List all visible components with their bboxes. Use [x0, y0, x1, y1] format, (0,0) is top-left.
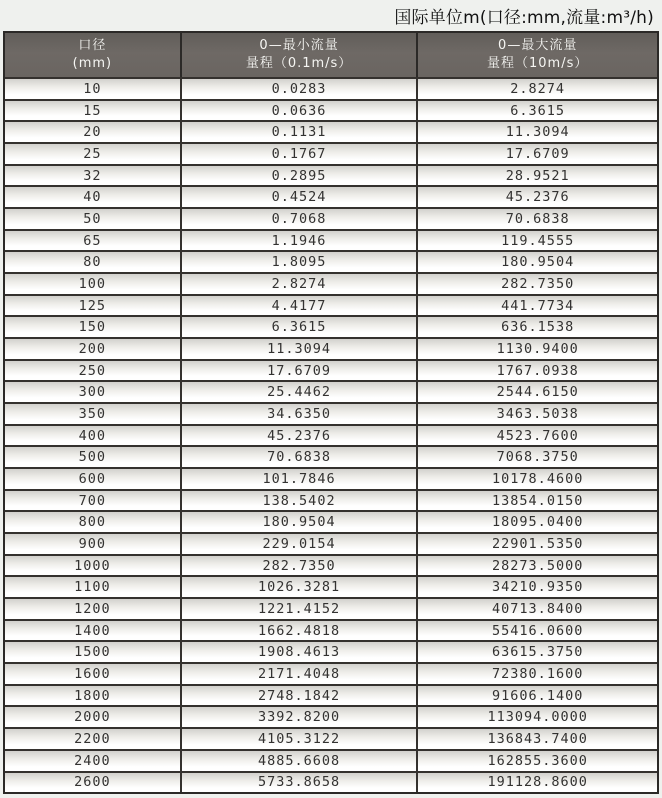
table-row — [5, 207, 657, 229]
table-row — [5, 554, 657, 576]
table-row — [5, 164, 657, 186]
cell-min-flow: 4.4177 — [180, 296, 417, 316]
cell-max-flow: 2.8274 — [416, 79, 657, 99]
cell-max-flow: 1767.0938 — [416, 361, 657, 381]
cell-max-flow: 28.9521 — [416, 166, 657, 186]
cell-diameter: 300 — [78, 384, 107, 401]
cell-max-flow: 72380.1600 — [416, 664, 657, 684]
table-row — [5, 749, 657, 771]
cell-max-flow: 6.3615 — [416, 101, 657, 121]
cell-min-flow: 25.4462 — [180, 382, 417, 402]
cell-max-flow: 13854.0150 — [416, 491, 657, 511]
cell-min-flow: 282.7350 — [180, 556, 417, 576]
cell-diameter: 50 — [83, 210, 102, 227]
cell-min-flow: 1662.4818 — [180, 621, 417, 641]
cell-max-flow: 11.3094 — [416, 122, 657, 142]
cell-min-flow: 1908.4613 — [180, 642, 417, 662]
cell-diameter: 150 — [78, 319, 107, 336]
cell-max-flow: 119.4555 — [416, 231, 657, 251]
cell-diameter: 200 — [78, 340, 107, 357]
cell-min-flow: 45.2376 — [180, 426, 417, 446]
cell-diameter: 1100 — [74, 579, 111, 596]
cell-min-flow: 3392.8200 — [180, 707, 417, 727]
cell-min-flow: 11.3094 — [180, 339, 417, 359]
table-row — [5, 229, 657, 251]
cell-diameter: 1600 — [74, 665, 111, 682]
cell-diameter: 900 — [78, 535, 107, 552]
cell-max-flow: 55416.0600 — [416, 621, 657, 641]
cell-max-flow: 7068.3750 — [416, 447, 657, 467]
cell-diameter: 100 — [78, 275, 107, 292]
header-min-flow-line1: 0—最小流量 — [259, 38, 339, 54]
cell-diameter: 1400 — [74, 622, 111, 639]
table-row — [5, 77, 657, 99]
cell-min-flow: 1.1946 — [180, 231, 417, 251]
cell-max-flow: 17.6709 — [416, 144, 657, 164]
table-row — [5, 619, 657, 641]
cell-diameter: 80 — [83, 254, 102, 271]
cell-min-flow: 180.9504 — [180, 512, 417, 532]
cell-max-flow: 113094.0000 — [416, 707, 657, 727]
cell-diameter: 400 — [78, 427, 107, 444]
table-row — [5, 294, 657, 316]
cell-min-flow: 70.6838 — [180, 447, 417, 467]
table-row — [5, 640, 657, 662]
cell-min-flow: 0.1767 — [180, 144, 417, 164]
cell-max-flow: 2544.6150 — [416, 382, 657, 402]
cell-max-flow: 441.7734 — [416, 296, 657, 316]
table-row — [5, 467, 657, 489]
table-row — [5, 402, 657, 424]
cell-diameter: 1000 — [74, 557, 111, 574]
cell-diameter: 40 — [83, 189, 102, 206]
table-row — [5, 250, 657, 272]
cell-diameter: 800 — [78, 514, 107, 531]
cell-min-flow: 0.2895 — [180, 166, 417, 186]
header-min-flow-line2: 量程（0.1m/s） — [245, 56, 353, 71]
cell-diameter: 600 — [78, 470, 107, 487]
table-row — [5, 510, 657, 532]
cell-diameter: 700 — [78, 492, 107, 509]
page-title: 国际单位m(口径:mm,流量:m³/h) — [394, 8, 654, 28]
cell-min-flow: 0.4524 — [180, 187, 417, 207]
cell-max-flow: 1130.9400 — [416, 339, 657, 359]
cell-diameter: 250 — [78, 362, 107, 379]
cell-diameter: 2600 — [74, 774, 111, 791]
cell-diameter: 2400 — [74, 752, 111, 769]
cell-min-flow: 0.0636 — [180, 101, 417, 121]
cell-max-flow: 136843.7400 — [416, 729, 657, 749]
cell-diameter: 32 — [83, 167, 102, 184]
cell-diameter: 1200 — [74, 600, 111, 617]
header-cell-diameter — [5, 33, 180, 77]
cell-diameter: 500 — [78, 449, 107, 466]
table-row — [5, 532, 657, 554]
cell-max-flow: 28273.5000 — [416, 556, 657, 576]
cell-max-flow: 180.9504 — [416, 252, 657, 272]
table-row — [5, 662, 657, 684]
table-row — [5, 99, 657, 121]
cell-diameter: 1800 — [74, 687, 111, 704]
cell-diameter: 2000 — [74, 709, 111, 726]
table-row — [5, 380, 657, 402]
cell-max-flow: 18095.0400 — [416, 512, 657, 532]
header-max-flow-line1: 0—最大流量 — [498, 38, 578, 54]
cell-max-flow: 45.2376 — [416, 187, 657, 207]
cell-min-flow: 2748.1842 — [180, 686, 417, 706]
cell-max-flow: 10178.4600 — [416, 469, 657, 489]
table-row — [5, 597, 657, 619]
cell-diameter: 125 — [78, 297, 107, 314]
header-diameter-line1: 口径 — [78, 38, 107, 54]
cell-min-flow: 138.5402 — [180, 491, 417, 511]
header-cell-min-flow — [180, 33, 417, 77]
cell-min-flow: 2.8274 — [180, 274, 417, 294]
cell-diameter: 2200 — [74, 730, 111, 747]
cell-diameter: 20 — [83, 124, 102, 141]
cell-max-flow: 91606.1400 — [416, 686, 657, 706]
cell-max-flow: 4523.7600 — [416, 426, 657, 446]
cell-min-flow: 17.6709 — [180, 361, 417, 381]
cell-min-flow: 0.0283 — [180, 79, 417, 99]
table-row — [5, 185, 657, 207]
table-body — [5, 77, 657, 792]
table-row — [5, 445, 657, 467]
table-row — [5, 337, 657, 359]
cell-min-flow: 1026.3281 — [180, 577, 417, 597]
cell-max-flow: 162855.3600 — [416, 751, 657, 771]
table-header-row — [5, 33, 657, 77]
header-diameter-line2: (mm) — [72, 56, 113, 71]
cell-min-flow: 4885.6608 — [180, 751, 417, 771]
cell-min-flow: 2171.4048 — [180, 664, 417, 684]
cell-diameter: 65 — [83, 232, 102, 249]
cell-max-flow: 63615.3750 — [416, 642, 657, 662]
cell-min-flow: 5733.8658 — [180, 773, 417, 793]
cell-min-flow: 1.8095 — [180, 252, 417, 272]
cell-min-flow: 4105.3122 — [180, 729, 417, 749]
cell-min-flow: 1221.4152 — [180, 599, 417, 619]
table-row — [5, 142, 657, 164]
table-row — [5, 575, 657, 597]
flow-range-table — [3, 31, 659, 794]
header-cell-max-flow — [416, 33, 657, 77]
cell-max-flow: 191128.8600 — [416, 773, 657, 793]
table-row — [5, 705, 657, 727]
cell-min-flow: 6.3615 — [180, 317, 417, 337]
cell-max-flow: 34210.9350 — [416, 577, 657, 597]
table-row — [5, 771, 657, 793]
table-row — [5, 684, 657, 706]
cell-max-flow: 636.1538 — [416, 317, 657, 337]
cell-max-flow: 3463.5038 — [416, 404, 657, 424]
cell-max-flow: 40713.8400 — [416, 599, 657, 619]
cell-min-flow: 0.7068 — [180, 209, 417, 229]
cell-min-flow: 101.7846 — [180, 469, 417, 489]
table-row — [5, 489, 657, 511]
cell-min-flow: 34.6350 — [180, 404, 417, 424]
cell-max-flow: 282.7350 — [416, 274, 657, 294]
table-row — [5, 727, 657, 749]
table-row — [5, 359, 657, 381]
cell-min-flow: 229.0154 — [180, 534, 417, 554]
table-row — [5, 424, 657, 446]
table-row — [5, 315, 657, 337]
cell-diameter: 10 — [83, 80, 102, 97]
cell-diameter: 350 — [78, 405, 107, 422]
cell-min-flow: 0.1131 — [180, 122, 417, 142]
cell-max-flow: 70.6838 — [416, 209, 657, 229]
header-max-flow-line2: 量程（10m/s） — [487, 56, 589, 71]
cell-max-flow: 22901.5350 — [416, 534, 657, 554]
cell-diameter: 1500 — [74, 644, 111, 661]
cell-diameter: 25 — [83, 145, 102, 162]
cell-diameter: 15 — [83, 102, 102, 119]
table-row — [5, 120, 657, 142]
table-row — [5, 272, 657, 294]
